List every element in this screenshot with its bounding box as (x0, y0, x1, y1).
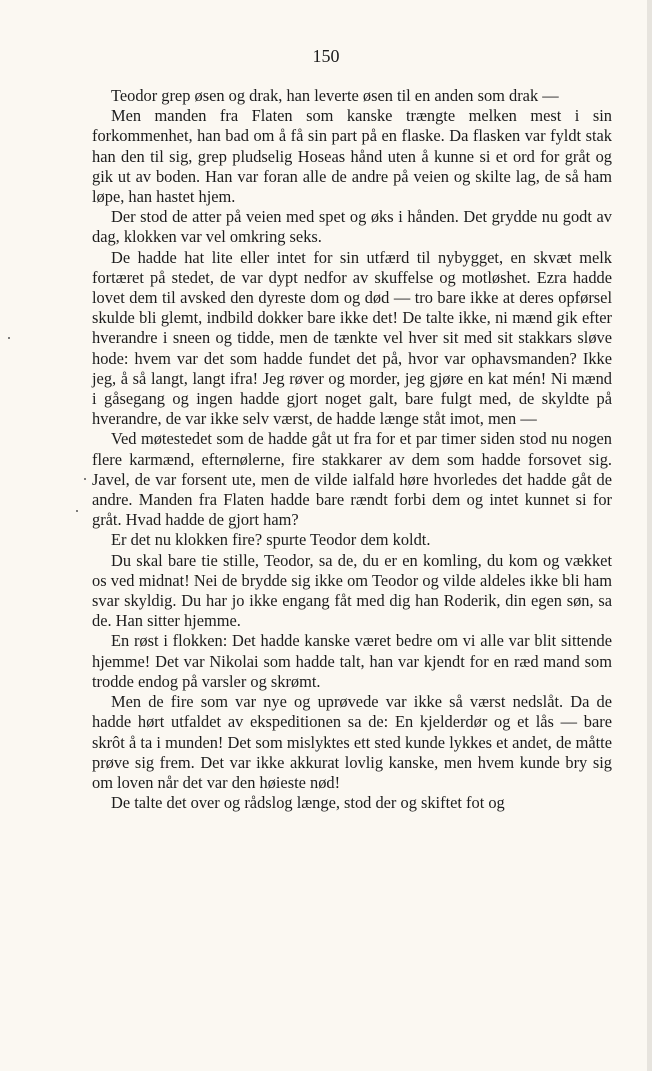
paragraph-3: Der stod de atter på veien med spet og øks i hånden. Det grydde nu godt av dag, klokken var vel omkring seks. (92, 207, 612, 247)
margin-speck (76, 510, 78, 512)
paragraph-9: Men de fire som var nye og uprøvede var ikke så værst nedslåt. Da de hadde hørt utfaldet av ekspeditionen sa de: En kjelderdør og et lås — bare skrôt å ta i munden! Det som mislyktes ett sted kunde lykkes et andet, de måtte prøve sig frem. Det var ikke akkurat lovlig kanske, men hvem kunde bry sig om loven når det var den høieste nød! (92, 692, 612, 792)
paragraph-7: Du skal bare tie stille, Teodor, sa de, du er en komling, du kom og vækket os ved midnat! Nei de brydde sig ikke om Teodor og vilde aldeles ikke bli ham svar skyldig. Du har jo ikke engang fåt med dig han Roderik, din egen søn, sa de. Han sitter hjemme. (92, 550, 612, 631)
page-edge (647, 0, 652, 1071)
paragraph-4: De hadde hat lite eller intet for sin utfærd til nybygget, en skvæt melk fortæret på stedet, de var dypt nedfor av skuffelse og motløshet. Ezra hadde lovet dem til avsked den dyreste dom og død — tro bare ikke at deres opførsel skulde bli glemt, indbild dokker bare ikke det! De talte ikke, ni mænd gik efter hverandre i sneen og tidde, men de tænkte vel hver sit med sit stakkars sløve hode: hvem var det som hadde fundet det på, hvor var ophavsmanden? Ikke jeg, å så langt, langt ifra! Jeg røver og morder, jeg gjøre en kat mén! Ni mænd i gåsegang og ingen hadde gjort noget galt, bare fulgt med, de skyldte på hverandre, de var ikke selv værst, de hadde længe ståt imot, men — (92, 247, 612, 429)
paragraph-6: Er det nu klokken fire? spurte Teodor dem koldt. (111, 530, 431, 550)
paragraph-1: Teodor grep øsen og drak, han leverte øsen til en anden som drak — (111, 86, 559, 105)
body-text (92, 86, 612, 813)
paragraph-2: Men manden fra Flaten som kanske trængte melken mest i sin forkommenhet, han bad om å få sin part på en flaske. Da flasken var fyldt stak han den til sig, grep pludselig Hoseas hånd uten å kunne si et ord for gråt og gik ut av boden. Han var foran alle de andre på veien og skilte lag, de så ham løpe, han hastet hjem. (92, 106, 612, 207)
paragraph-5: Ved møtestedet som de hadde gåt ut fra for et par timer siden stod nu nogen flere karmænd, efternølerne, fire stakkarer av dem som hadde forsovet sig. Javel, de var forsent ute, men de vilde ialfald høre hvorledes det hadde gåt de andre. Manden fra Flaten hadde bare rændt forbi dem og intet kunnet si for gråt. Hvad hadde de gjort ham? (92, 429, 612, 530)
margin-speck (8, 337, 10, 339)
paragraph-10: De talte det over og rådslog længe, stod der og skiftet fot og (111, 793, 505, 813)
page-number: 150 (312, 46, 340, 66)
margin-speck (84, 478, 86, 480)
paragraph-8: En røst i flokken: Det hadde kanske været bedre om vi alle var blit sittende hjemme! Det var Nikolai som hadde talt, han var kjendt for en ræd mand som trodde endog på varsler og skrømt. (92, 631, 612, 691)
